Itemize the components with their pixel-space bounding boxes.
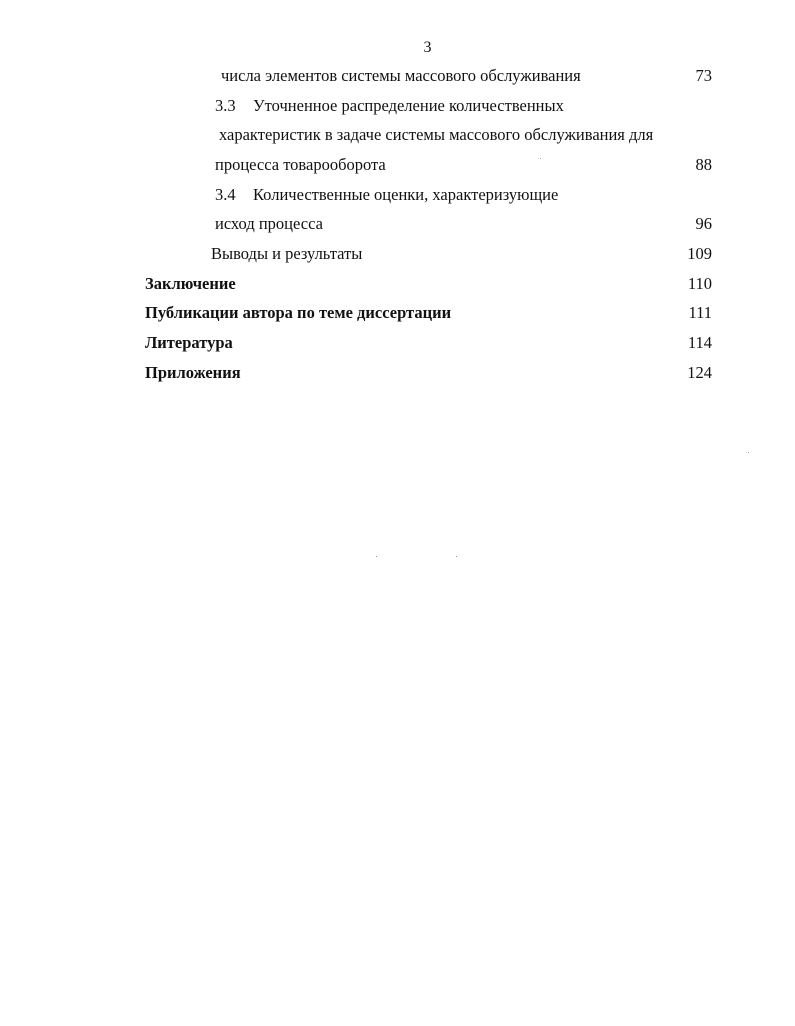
- toc-entry-text: числа элементов системы массового обслуживания: [221, 66, 581, 85]
- toc-entry-page: 124: [687, 363, 712, 382]
- scan-speck: [540, 158, 541, 159]
- scan-speck: [456, 556, 457, 557]
- toc-entry-text: Литература: [145, 333, 233, 352]
- toc-entry-text: процесса товарооборота: [215, 155, 386, 174]
- toc-entry-page: 73: [695, 66, 712, 85]
- toc-entry-number: 3.4: [215, 185, 236, 204]
- toc-entry-text: Количественные оценки, характеризующие: [253, 185, 559, 204]
- toc-entry-page: 114: [687, 333, 712, 352]
- toc-entry-text: Публикации автора по теме диссертации: [145, 303, 452, 322]
- scan-speck: [376, 556, 377, 557]
- toc-entry-text: Приложения: [145, 363, 241, 382]
- toc-entry: [215, 185, 558, 205]
- toc-entry-text: Заключение: [145, 274, 236, 293]
- toc-entry: [215, 96, 564, 116]
- toc-entry-text: исход процесса: [215, 214, 323, 233]
- toc-entry-page: 88: [695, 155, 712, 174]
- toc-entry-number: 3.3: [215, 96, 236, 115]
- scan-speck: [748, 452, 749, 453]
- toc-entry-page: 96: [695, 214, 712, 233]
- toc-entry-text: Уточненное распределение количественных: [253, 96, 564, 115]
- page-number: 3: [423, 39, 432, 56]
- toc-entry-page: 110: [687, 274, 712, 293]
- toc-entry-page: 109: [687, 244, 712, 263]
- toc-entry-page: 111: [688, 303, 712, 322]
- toc-entry-text: Выводы и результаты: [211, 244, 363, 263]
- toc-entry-text: характеристик в задаче системы массового обслуживания для: [219, 125, 654, 144]
